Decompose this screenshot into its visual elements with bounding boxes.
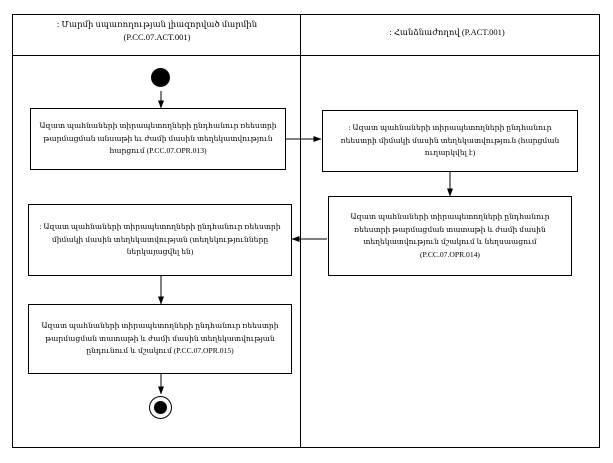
swimlane-title-left: : Մարմի սպառողության լիազորված մարմին (P.CC.07.ACT.001)	[56, 19, 258, 42]
swimlane-title-right: : Հանձնաժողով (P.ACT.001)	[389, 27, 505, 37]
activity-node-opr-013[interactable]: Ազատ պահնաների տիրապետողների ընդհանուր ռեեստրի թարմացման անսաթի եւ ժամի մասին տեղեկատվություն հարցում (P.CC.07.OPR.013)	[30, 108, 286, 170]
object-node-request-sent[interactable]: : Ազատ պահնաների տիրապետողների ընդհանուր ռեեստրի միմակի մասին տեղեկատվություն (հարցման ուղարկվել է)	[322, 110, 578, 172]
lane-header-divider	[12, 55, 600, 56]
activity-node-opr-014[interactable]: Ազատ պահնաների տիրապետողների ընդհանուր ռեեստրի թարմացման տատաթի և ժամի մասին տեղեկատվություն մշակում և նեղսաացում (P.CC.07.OPR.014)	[328, 196, 572, 276]
final-state-inner	[154, 401, 167, 414]
activity-node-opr-015[interactable]: Ազատ պահնաների տիրապետողների ընդհանուր ռեեստրի թարմացման տատաթի և ժամի մասին տեղեկատվության ընդունում և մշակում (P.CC.07.OPR.015)	[28, 304, 292, 374]
swimlane-divider	[300, 14, 301, 448]
initial-state-node	[151, 68, 170, 87]
object-node-info-provided[interactable]: : Ազատ պահնաների տիրապետողների ընդհանուր ռեեստրի միմակի մասին տեղեկատվության (տեղեկությունները ներկայացվել են)	[28, 204, 292, 276]
final-state-node	[149, 396, 172, 419]
